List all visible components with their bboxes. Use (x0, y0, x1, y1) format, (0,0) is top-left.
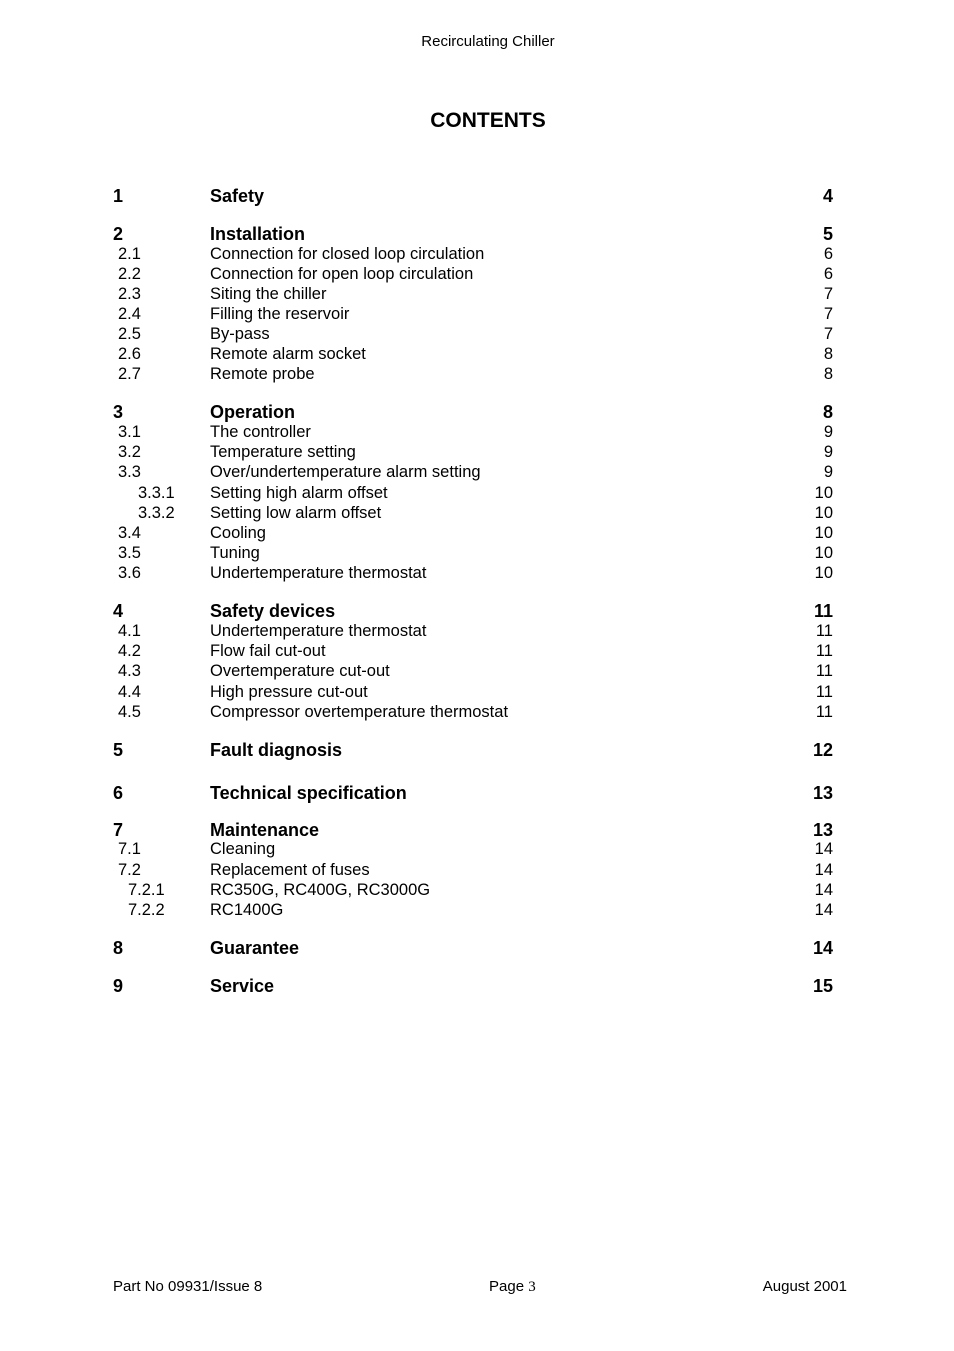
toc-section (0, 402, 954, 423)
toc-number: 2.4 (118, 305, 141, 323)
toc-page: 9 (823, 463, 833, 481)
toc-number: 3.5 (118, 544, 141, 562)
toc-section (0, 820, 954, 841)
toc-title: Safety devices (210, 601, 336, 621)
toc-title: Siting the chiller (210, 285, 327, 303)
toc-page: 6 (823, 265, 833, 283)
toc-title: Connection for open loop circulation (210, 265, 474, 283)
toc-page: 8 (822, 402, 833, 422)
toc-number: 7.2.2 (128, 901, 165, 919)
toc-title: Technical specification (210, 783, 407, 803)
toc-number: 6 (113, 783, 124, 803)
toc-page: 7 (823, 325, 833, 343)
toc-page: 7 (823, 305, 833, 323)
toc-subsection (0, 564, 954, 585)
toc-title: Filling the reservoir (210, 305, 350, 323)
toc-subsection (0, 484, 954, 505)
toc-number: 9 (113, 976, 124, 996)
toc-page: 9 (823, 423, 833, 441)
toc-page: 15 (812, 976, 833, 996)
footer-date: August 2001 (762, 1278, 847, 1295)
toc-subsection (0, 622, 954, 643)
toc-title: Compressor overtemperature thermostat (210, 703, 509, 721)
toc-section (0, 740, 954, 761)
toc-page: 4 (822, 186, 833, 206)
toc-title: Fault diagnosis (210, 740, 343, 760)
toc-number: 2.3 (118, 285, 141, 303)
toc-subsection (0, 463, 954, 484)
toc-page: 7 (823, 285, 833, 303)
toc-number: 3.6 (118, 564, 141, 582)
toc-number: 4.5 (118, 703, 141, 721)
toc-number: 3 (113, 402, 124, 422)
toc-title: Service (210, 976, 275, 996)
toc-number: 3.1 (118, 423, 141, 441)
toc-title: RC350G, RC400G, RC3000G (210, 881, 431, 899)
toc-page: 6 (823, 245, 833, 263)
toc-number: 3.3 (118, 463, 141, 481)
toc-section (0, 938, 954, 959)
toc-title: Setting high alarm offset (210, 484, 388, 502)
toc-number: 8 (113, 938, 124, 958)
toc-title: Cleaning (210, 840, 276, 858)
toc-page: 10 (814, 544, 833, 562)
toc-number: 2.5 (118, 325, 141, 343)
toc-page: 11 (815, 622, 833, 640)
toc-title: Maintenance (210, 820, 320, 840)
toc-page: 8 (823, 345, 833, 363)
toc-subsection (0, 703, 954, 724)
toc-subsection (0, 325, 954, 346)
toc-page: 14 (814, 881, 833, 899)
toc-title: Over/undertemperature alarm setting (210, 463, 481, 481)
toc-title: High pressure cut-out (210, 683, 368, 701)
toc-page: 11 (813, 601, 833, 621)
toc-section (0, 224, 954, 245)
toc-subsection (0, 881, 954, 902)
toc-title: Setting low alarm offset (210, 504, 382, 522)
toc-number: 2.2 (118, 265, 141, 283)
toc-title: Undertemperature thermostat (210, 622, 427, 640)
toc-number: 3.3.1 (138, 484, 175, 502)
toc-page: 10 (814, 484, 833, 502)
toc-subsection (0, 901, 954, 922)
toc-title: Operation (210, 402, 296, 422)
toc-number: 2.7 (118, 365, 141, 383)
toc-subsection (0, 265, 954, 286)
toc-title: Cooling (210, 524, 266, 542)
toc-title: Remote probe (210, 365, 315, 383)
toc-page: 10 (814, 504, 833, 522)
toc-title: Guarantee (210, 938, 300, 958)
toc-title: Safety (210, 186, 265, 206)
toc-title: Connection for closed loop circulation (210, 245, 485, 263)
toc-page: 8 (823, 365, 833, 383)
toc-number: 7.2 (118, 861, 141, 879)
toc-title: Undertemperature thermostat (210, 564, 427, 582)
toc-number: 2.6 (118, 345, 141, 363)
toc-subsection (0, 642, 954, 663)
toc-title: Tuning (210, 544, 260, 562)
toc-title: The controller (210, 423, 311, 441)
toc-title: Overtemperature cut-out (210, 662, 390, 680)
toc-page: 10 (814, 524, 833, 542)
toc-title: Flow fail cut-out (210, 642, 326, 660)
toc-page: 11 (815, 703, 833, 721)
toc-subsection (0, 423, 954, 444)
toc-number: 2 (113, 224, 124, 244)
toc-number: 5 (113, 740, 124, 760)
toc-number: 3.3.2 (138, 504, 175, 522)
toc-title: Installation (210, 224, 306, 244)
toc-page: 14 (814, 861, 833, 879)
toc-title: RC1400G (210, 901, 284, 919)
toc-page: 10 (814, 564, 833, 582)
toc-subsection (0, 504, 954, 525)
toc-title: Replacement of fuses (210, 861, 370, 879)
toc-title: Temperature setting (210, 443, 356, 461)
toc-page: 14 (814, 901, 833, 919)
toc-page: 9 (823, 443, 833, 461)
toc-page: 11 (815, 662, 833, 680)
toc-number: 4.1 (118, 622, 141, 640)
toc-page: 5 (822, 224, 833, 244)
toc-title: Remote alarm socket (210, 345, 366, 363)
toc-subsection (0, 443, 954, 464)
toc-number: 4.4 (118, 683, 141, 701)
toc-title: By-pass (210, 325, 270, 343)
toc-subsection (0, 345, 954, 366)
toc-page: 13 (812, 820, 833, 840)
toc-number: 4.3 (118, 662, 141, 680)
toc-number: 7.1 (118, 840, 141, 858)
page-title: CONTENTS (430, 109, 546, 132)
footer-part-number: Part No 09931/Issue 8 (113, 1278, 263, 1295)
toc-subsection (0, 861, 954, 882)
toc-subsection (0, 305, 954, 326)
toc-number: 2.1 (118, 245, 141, 263)
toc-page: 11 (815, 642, 833, 660)
toc-subsection (0, 662, 954, 683)
running-header: Recirculating Chiller (421, 33, 555, 50)
toc-number: 7.2.1 (128, 881, 165, 899)
toc-section (0, 783, 954, 804)
toc-subsection (0, 524, 954, 545)
toc-page: 14 (812, 938, 833, 958)
toc-subsection (0, 840, 954, 861)
toc-page: 13 (812, 783, 833, 803)
footer-page-label: Page (489, 1278, 525, 1295)
toc-subsection (0, 683, 954, 704)
toc-number: 4.2 (118, 642, 141, 660)
toc-page: 12 (812, 740, 833, 760)
footer-page-number: 3 (528, 1279, 536, 1295)
toc-number: 3.4 (118, 524, 141, 542)
toc-section (0, 601, 954, 622)
toc-page: 14 (814, 840, 833, 858)
toc-number: 7 (113, 820, 124, 840)
toc-page: 11 (815, 683, 833, 701)
toc-number: 1 (113, 186, 124, 206)
toc-number: 3.2 (118, 443, 141, 461)
toc-subsection (0, 365, 954, 386)
toc-section (0, 976, 954, 997)
toc-subsection (0, 544, 954, 565)
toc-section (0, 186, 954, 207)
toc-number: 4 (113, 601, 124, 621)
footer-page (489, 1278, 536, 1296)
toc-subsection (0, 245, 954, 266)
toc-subsection (0, 285, 954, 306)
